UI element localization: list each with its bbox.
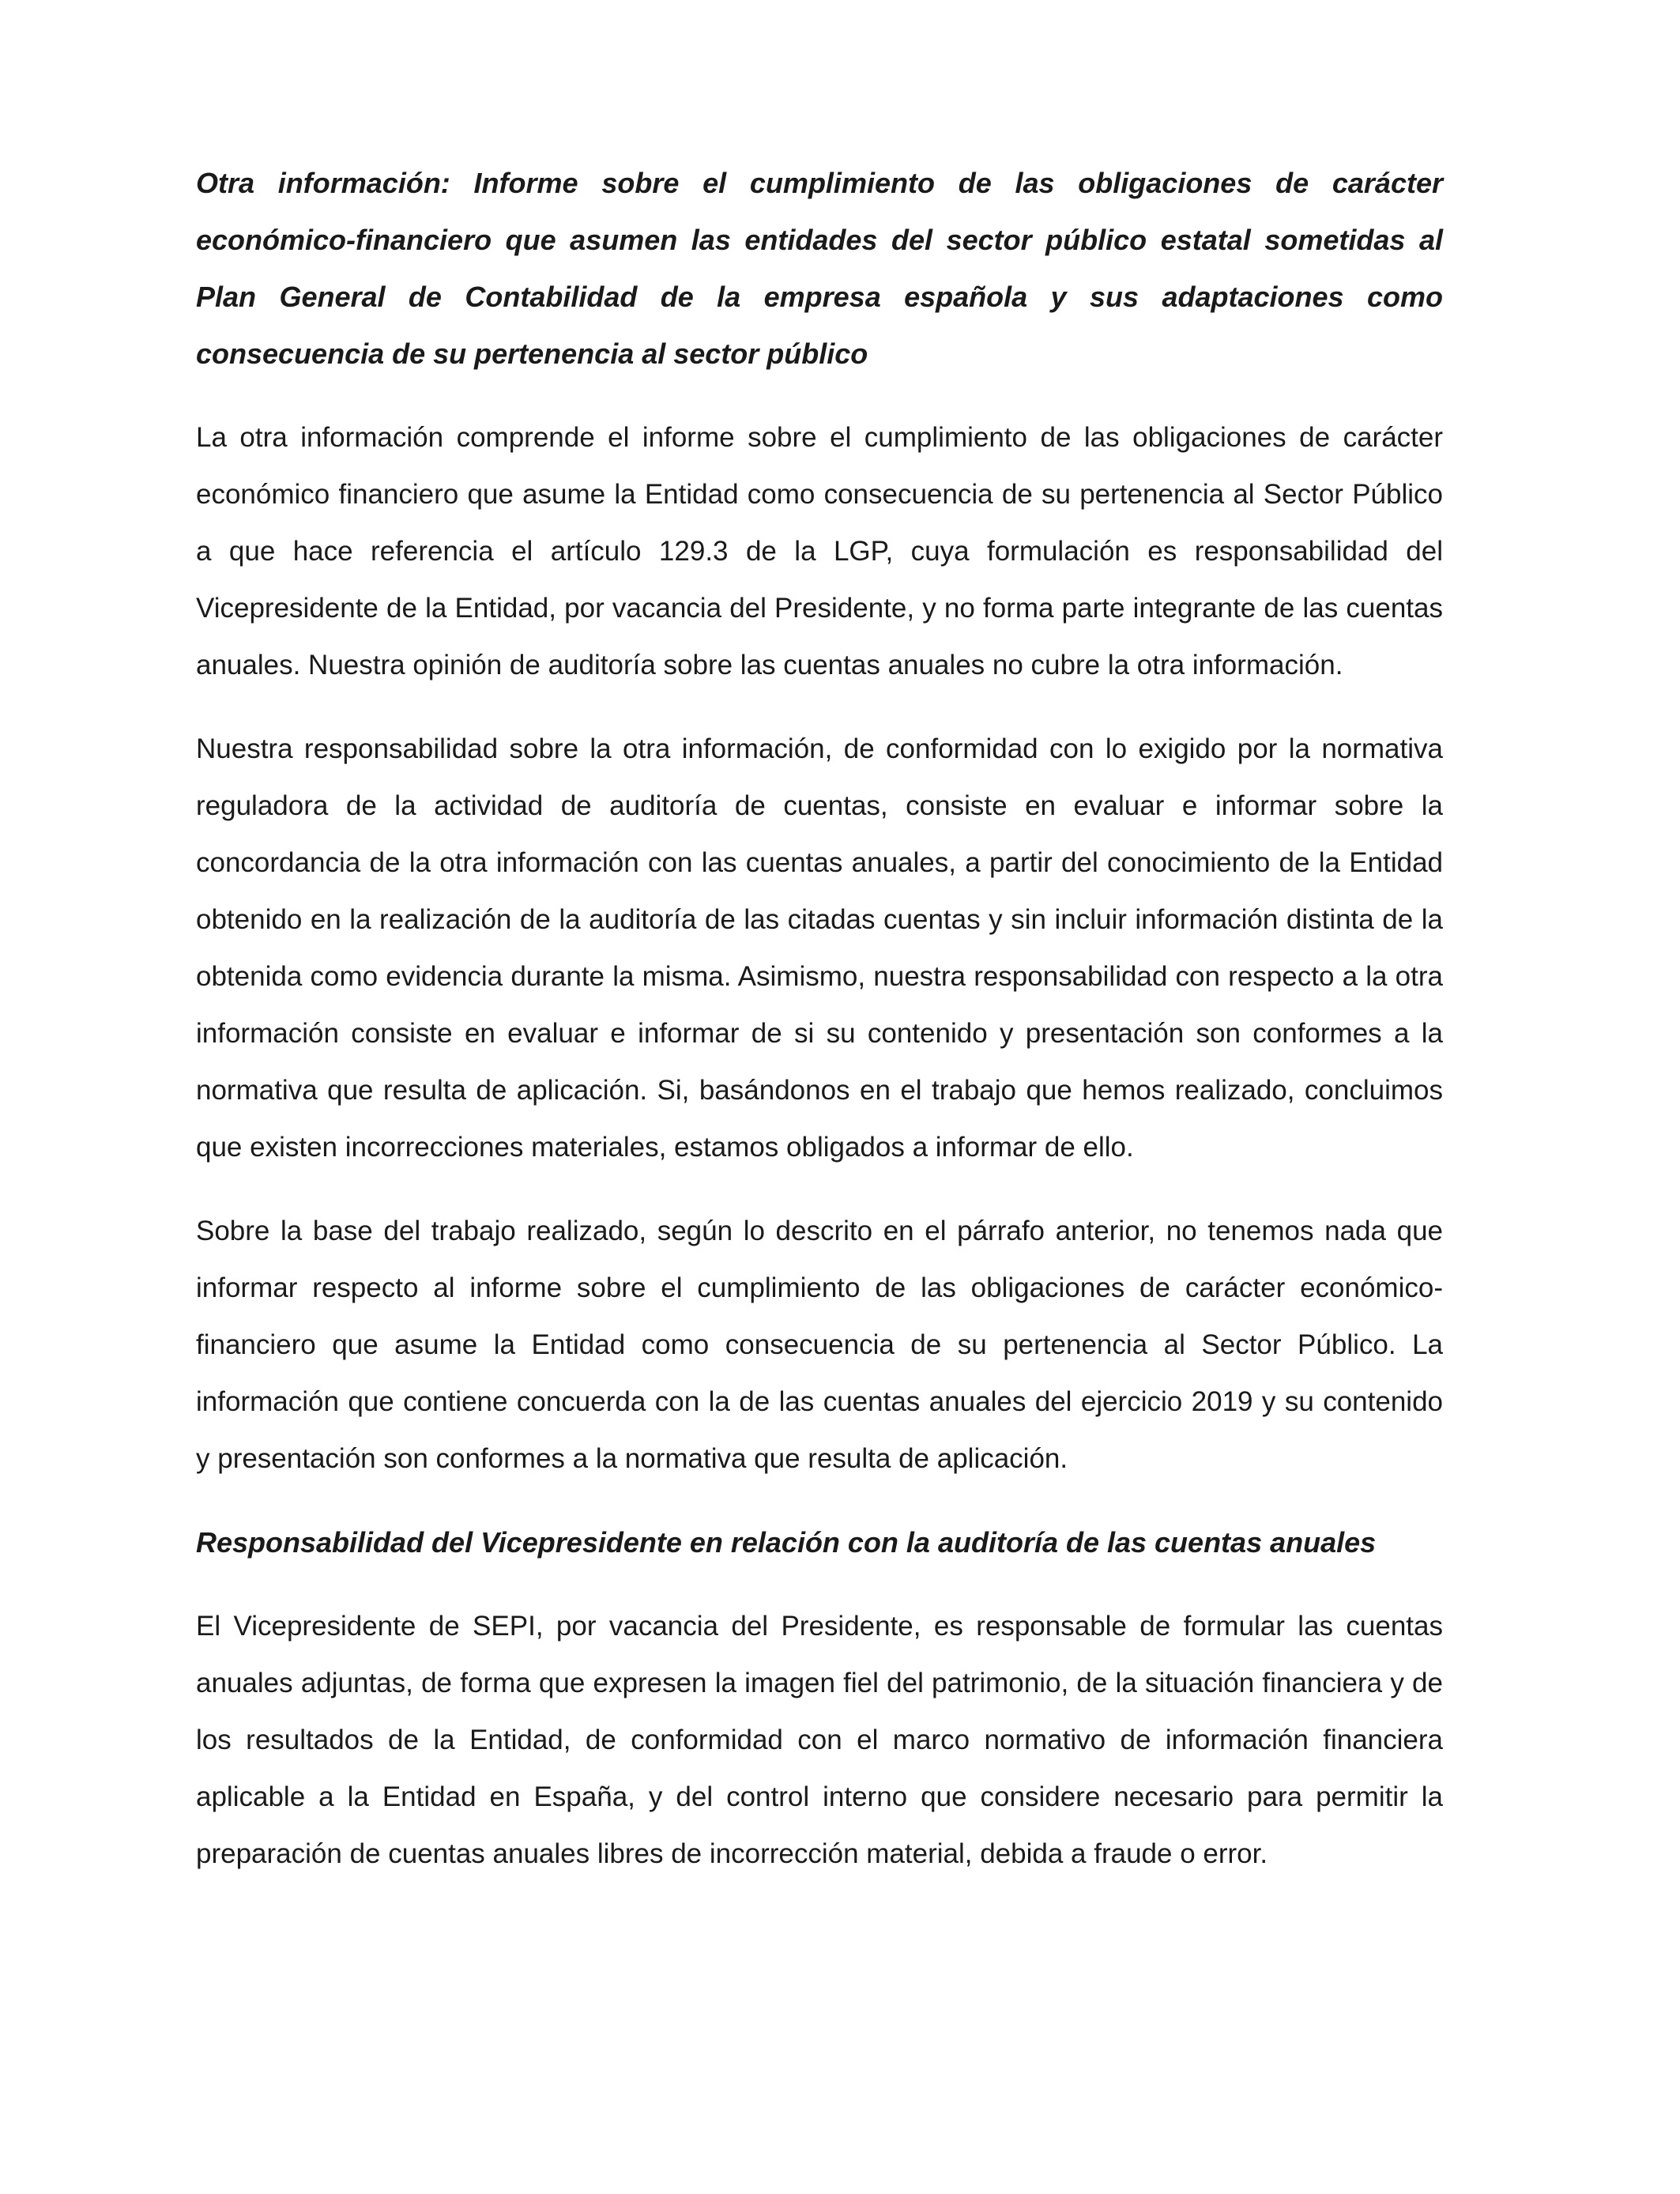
paragraph-conclusion: Sobre la base del trabajo realizado, según lo descrito en el párrafo anterior, no tenemos nada que informar respecto al informe sobre el cumplimiento de las obligaciones de carácter económico-financiero que asume la Entidad como consecuencia de su pertenencia al Sector Público. La información que contiene concuerda con la de las cuentas anuales del ejercicio 2019 y su contenido y presentación son conformes a la normativa que resulta de aplicación.	[196, 1216, 1443, 1474]
paragraph-responsabilidad-auditor: Nuestra responsabilidad sobre la otra información, de conformidad con lo exigido por la normativa reguladora de la actividad de auditoría de cuentas, consiste en evaluar e informar sobre la concordancia de la otra información con las cuentas anuales, a partir del conocimiento de la Entidad obtenido en la realización de la auditoría de las citadas cuentas y sin incluir información distinta de la obtenida como evidencia durante la misma. Asimismo, nuestra responsabilidad con respecto a la otra información consiste en evaluar e informar de si su contenido y presentación son conformes a la normativa que resulta de aplicación. Si, basándonos en el trabajo que hemos realizado, concluimos que existen incorrecciones materiales, estamos obligados a informar de ello.	[196, 733, 1443, 1163]
section-heading-otra-informacion: Otra información: Informe sobre el cumplimiento de las obligaciones de carácter económico-financiero que asumen las entidades del sector público estatal sometidas al Plan General de Contabilidad de la empresa española y sus adaptaciones como consecuencia de su pertenencia al sector público	[196, 167, 1443, 370]
paragraph-otra-informacion-scope: La otra información comprende el informe sobre el cumplimiento de las obligaciones de carácter económico financiero que asume la Entidad como consecuencia de su pertenencia al Sector Público a que hace referencia el artículo 129.3 de la LGP, cuya formulación es responsabilidad del Vicepresidente de la Entidad, por vacancia del Presidente, y no forma parte integrante de las cuentas anuales. Nuestra opinión de auditoría sobre las cuentas anuales no cubre la otra información.	[196, 422, 1443, 680]
section-heading-responsabilidad-vicepresidente: Responsabilidad del Vicepresidente en relación con la auditoría de las cuentas anuales	[196, 1526, 1377, 1559]
paragraph-responsabilidad-vicepresidente: El Vicepresidente de SEPI, por vacancia del Presidente, es responsable de formular las cuentas anuales adjuntas, de forma que expresen la imagen fiel del patrimonio, de la situación financiera y de los resultados de la Entidad, de conformidad con el marco normativo de información financiera aplicable a la Entidad en España, y del control interno que considere necesario para permitir la preparación de cuentas anuales libres de incorrección material, debida a fraude o error.	[196, 1611, 1443, 1869]
